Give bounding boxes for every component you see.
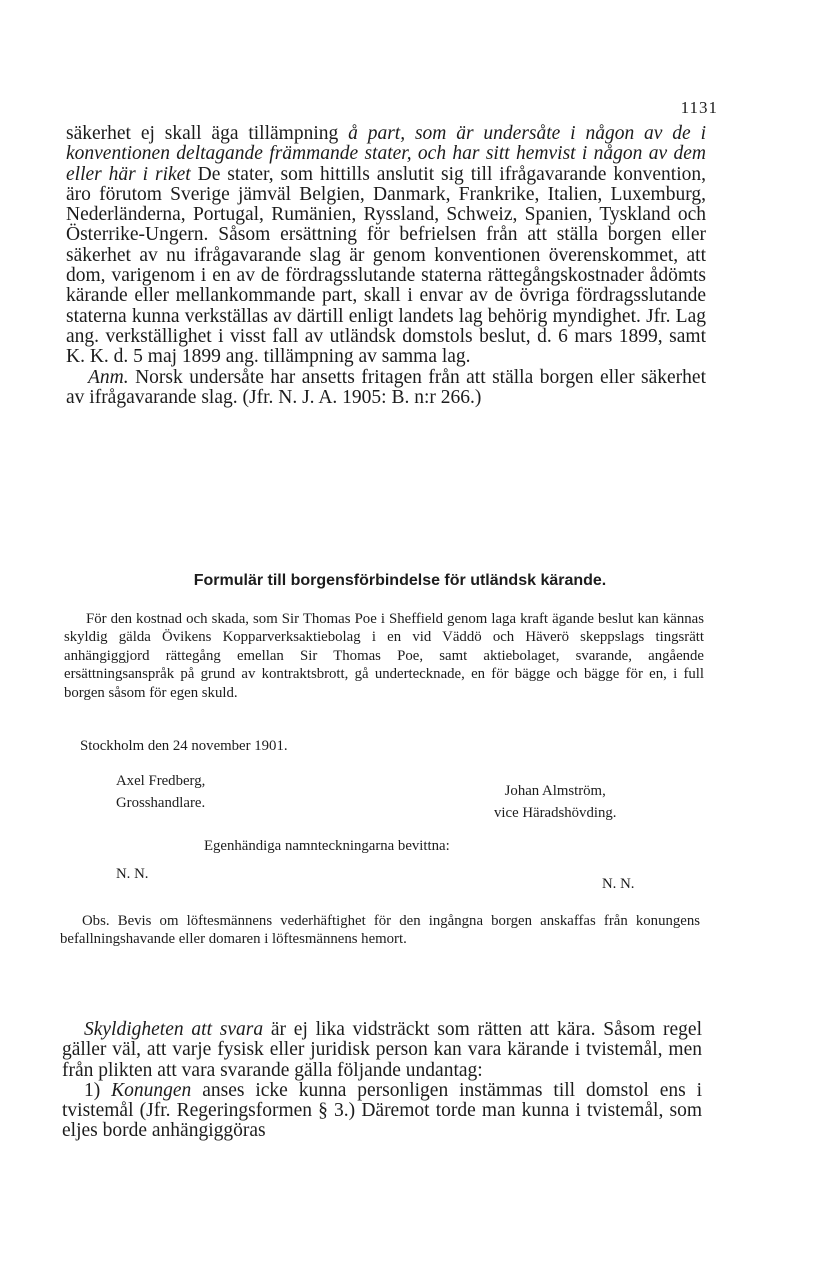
form-heading: Formulär till borgensförbindelse för utländsk kärande. (193, 572, 607, 589)
note: Obs. Bevis om löftesmännens vederhäftighet för den ingångna borgen anskaffas från konungens befallningshavande eller domaren i löftesmännens hemort. (60, 913, 700, 948)
signer-left-name: Axel Fredberg, (116, 773, 206, 789)
page-number: 1131 (680, 98, 718, 117)
intro-text-start: säkerhet ej skall äga tillämpning (66, 123, 349, 144)
place-date: Stockholm den 24 november 1901. (80, 738, 288, 754)
witness-left: N. N. (116, 866, 149, 882)
annotation-text: Norsk undersåte har ansetts fritagen från att ställa borgen eller säkerhet av ifrågavarande slag. (Jfr. N. J. A. 1905: B. n:r 266.) (66, 366, 706, 408)
intro-italic-phrase: å part, som är undersåte i någon av de i konventionen deltagande främmande stater, och har sitt hemvist i någon av dem eller här i riket (66, 123, 706, 185)
annotation-paragraph (66, 368, 706, 409)
exception-italic: Konungen (111, 1079, 192, 1101)
annotation-label: Anm. (88, 366, 129, 388)
exception-number: 1) (84, 1079, 112, 1101)
exception-item-1 (62, 1081, 702, 1142)
intro-section (66, 124, 706, 408)
witness-line: Egenhändiga namnteckningarna bevittna: (204, 838, 450, 854)
closing-italic: Skyldigheten att svara (84, 1019, 264, 1040)
signature-right (494, 780, 616, 824)
exception-text: anses icke kunna personligen instämmas till domstol ens i tvistemål (Jfr. Regeringsformen § 3.) Däremot torde man kunna i tvistemål, som eljes borde anhängiggöras (62, 1079, 702, 1142)
signer-left-title: Grosshandlare. (116, 795, 206, 811)
signer-right-title: vice Häradshövding. (494, 805, 617, 821)
intro-text-rest: De stater, som hittills anslutit sig till ifrågavarande konvention, äro förutom Sverige jämväl Belgien, Danmark, Frankrike, Italien, Luxemburg, Nederländerna, Portugal, Rumänien, Ryssland, Schweiz, Spanien, Tyskland och Österrike-Ungern. Såsom ersättning för befrielsen från att ställa borgen eller säkerhet av nu ifrågavarande slag är genom konventionen överenskommet, att dom, varigenom i en av de fördragsslutande staterna rättegångskostnader ådömts kärande eller mellankommande part, skall i envar av de övriga fördragsslutande staterna kunna verkställas av därtill enligt landets lag behörig myndighet. Jfr. Lag ang. verkställighet i visst fall av utländsk domstols beslut, d. 6 mars 1899, samt K. K. d. 5 maj 1899 ang. tillämpning av samma lag. (66, 163, 706, 368)
signature-left (116, 770, 205, 814)
closing-paragraph (62, 1020, 702, 1081)
closing-section (62, 1020, 702, 1142)
signer-right-name: Johan Almström, (504, 783, 606, 799)
form-body: För den kostnad och skada, som Sir Thomas Poe i Sheffield genom laga kraft ägande beslut kan kännas skyldig gälda Övikens Kopparverksaktiebolag i en vid Väddö och Häverö skeppslags tingsrätt anhängiggjord rättegång emellan Sir Thomas Poe, samt aktiebolaget, svarande, angående ersättningsanspråk på grund av kontraktsbrott, gå undertecknade, en för bägge och bägge för en, i full borgen såsom för egen skuld. (64, 611, 704, 701)
witness-right: N. N. (602, 876, 635, 892)
intro-paragraph (66, 124, 706, 368)
closing-text: är ej lika vidsträckt som rätten att kära. Såsom regel gäller väl, att varje fysisk eller juridisk person kan vara kärande i tvistemål, men från plikten att vara svarande gälla följande undantag: (62, 1019, 702, 1081)
